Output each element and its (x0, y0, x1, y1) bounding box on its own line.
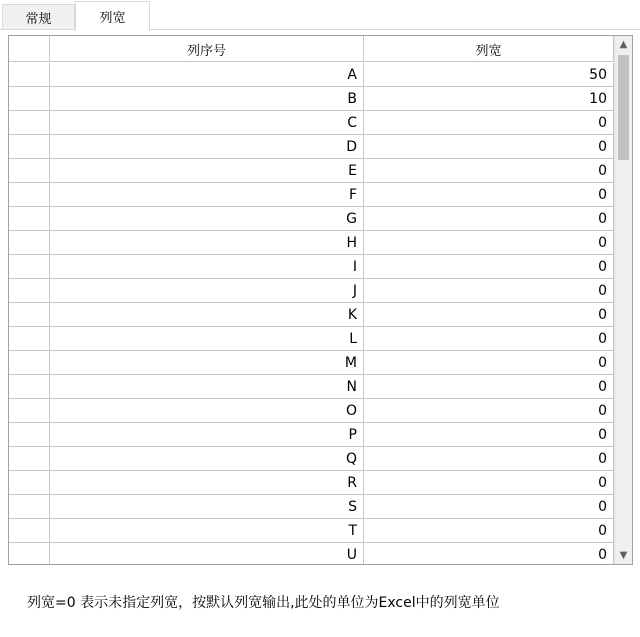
cell-column-index[interactable]: P (50, 423, 364, 446)
cell-column-index[interactable]: M (50, 351, 364, 374)
cell-column-index[interactable]: N (50, 375, 364, 398)
cell-column-width[interactable]: 0 (364, 519, 614, 542)
table-row[interactable] (9, 327, 614, 351)
cell-column-width[interactable]: 0 (364, 471, 614, 494)
scroll-thumb[interactable] (618, 55, 629, 160)
row-header[interactable] (9, 543, 50, 565)
cell-column-index[interactable]: H (50, 231, 364, 254)
cell-column-width[interactable]: 0 (364, 231, 614, 254)
chevron-up-icon[interactable]: ▲ (619, 39, 628, 50)
row-header[interactable] (9, 63, 50, 86)
column-width-grid (8, 35, 633, 565)
table-row[interactable] (9, 423, 614, 447)
cell-column-index[interactable]: A (50, 63, 364, 86)
cell-column-index[interactable]: I (50, 255, 364, 278)
row-header[interactable] (9, 447, 50, 470)
cell-column-index[interactable]: U (50, 543, 364, 565)
row-header[interactable] (9, 231, 50, 254)
table-row[interactable] (9, 207, 614, 231)
row-header[interactable] (9, 183, 50, 206)
grid-header (9, 36, 614, 62)
cell-column-width[interactable]: 0 (364, 303, 614, 326)
row-header[interactable] (9, 495, 50, 518)
cell-column-index[interactable]: E (50, 159, 364, 182)
tab-column-width[interactable]: 列宽 (75, 1, 150, 31)
table-row[interactable] (9, 111, 614, 135)
table-row[interactable] (9, 87, 614, 111)
chevron-down-icon[interactable]: ▼ (619, 550, 628, 561)
cell-column-width[interactable]: 0 (364, 543, 614, 565)
cell-column-index[interactable]: C (50, 111, 364, 134)
cell-column-index[interactable]: D (50, 135, 364, 158)
cell-column-index[interactable]: T (50, 519, 364, 542)
table-row[interactable] (9, 519, 614, 543)
table-row[interactable] (9, 135, 614, 159)
row-header-corner[interactable] (9, 36, 50, 62)
cell-column-index[interactable]: Q (50, 447, 364, 470)
cell-column-width[interactable]: 0 (364, 255, 614, 278)
cell-column-width[interactable]: 0 (364, 207, 614, 230)
row-header[interactable] (9, 255, 50, 278)
cell-column-width[interactable]: 0 (364, 399, 614, 422)
cell-column-index[interactable]: F (50, 183, 364, 206)
cell-column-index[interactable]: K (50, 303, 364, 326)
table-row[interactable] (9, 399, 614, 423)
table-row[interactable] (9, 351, 614, 375)
tab-bar (0, 0, 640, 30)
table-row[interactable] (9, 495, 614, 519)
cell-column-index[interactable]: R (50, 471, 364, 494)
table-row[interactable] (9, 543, 614, 565)
row-header[interactable] (9, 159, 50, 182)
table-row[interactable] (9, 183, 614, 207)
table-row[interactable] (9, 159, 614, 183)
table-row[interactable] (9, 447, 614, 471)
row-header[interactable] (9, 471, 50, 494)
cell-column-width[interactable]: 0 (364, 447, 614, 470)
cell-column-index[interactable]: L (50, 327, 364, 350)
row-header[interactable] (9, 519, 50, 542)
cell-column-width[interactable]: 10 (364, 87, 614, 110)
tab-panel-column-width (0, 29, 640, 637)
table-row[interactable] (9, 63, 614, 87)
header-column-width[interactable]: 列宽 (364, 36, 614, 62)
cell-column-width[interactable]: 0 (364, 159, 614, 182)
row-header[interactable] (9, 423, 50, 446)
cell-column-index[interactable]: O (50, 399, 364, 422)
row-header[interactable] (9, 207, 50, 230)
cell-column-width[interactable]: 0 (364, 183, 614, 206)
row-header[interactable] (9, 279, 50, 302)
row-header[interactable] (9, 375, 50, 398)
tab-general[interactable]: 常规 (2, 4, 75, 30)
cell-column-width[interactable]: 0 (364, 351, 614, 374)
row-header[interactable] (9, 327, 50, 350)
table-row[interactable] (9, 279, 614, 303)
table-row[interactable] (9, 303, 614, 327)
hint-text: 列宽=0 表示未指定列宽，按默认列宽输出,此处的单位为Excel中的列宽单位 (27, 595, 500, 611)
header-column-index[interactable]: 列序号 (50, 36, 364, 62)
cell-column-width[interactable]: 0 (364, 135, 614, 158)
cell-column-index[interactable]: J (50, 279, 364, 302)
row-header[interactable] (9, 351, 50, 374)
cell-column-index[interactable]: G (50, 207, 364, 230)
row-header[interactable] (9, 303, 50, 326)
cell-column-width[interactable]: 0 (364, 375, 614, 398)
cell-column-width[interactable]: 0 (364, 279, 614, 302)
row-header[interactable] (9, 399, 50, 422)
row-header[interactable] (9, 87, 50, 110)
table-row[interactable] (9, 231, 614, 255)
cell-column-index[interactable]: S (50, 495, 364, 518)
row-header[interactable] (9, 111, 50, 134)
cell-column-width[interactable]: 0 (364, 327, 614, 350)
cell-column-width[interactable]: 50 (364, 63, 614, 86)
table-row[interactable] (9, 375, 614, 399)
cell-column-width[interactable]: 0 (364, 495, 614, 518)
grid-body (9, 63, 614, 565)
cell-column-width[interactable]: 0 (364, 423, 614, 446)
vertical-scrollbar[interactable] (614, 36, 632, 564)
cell-column-index[interactable]: B (50, 87, 364, 110)
cell-column-width[interactable]: 0 (364, 111, 614, 134)
table-row[interactable] (9, 255, 614, 279)
table-row[interactable] (9, 471, 614, 495)
row-header[interactable] (9, 135, 50, 158)
